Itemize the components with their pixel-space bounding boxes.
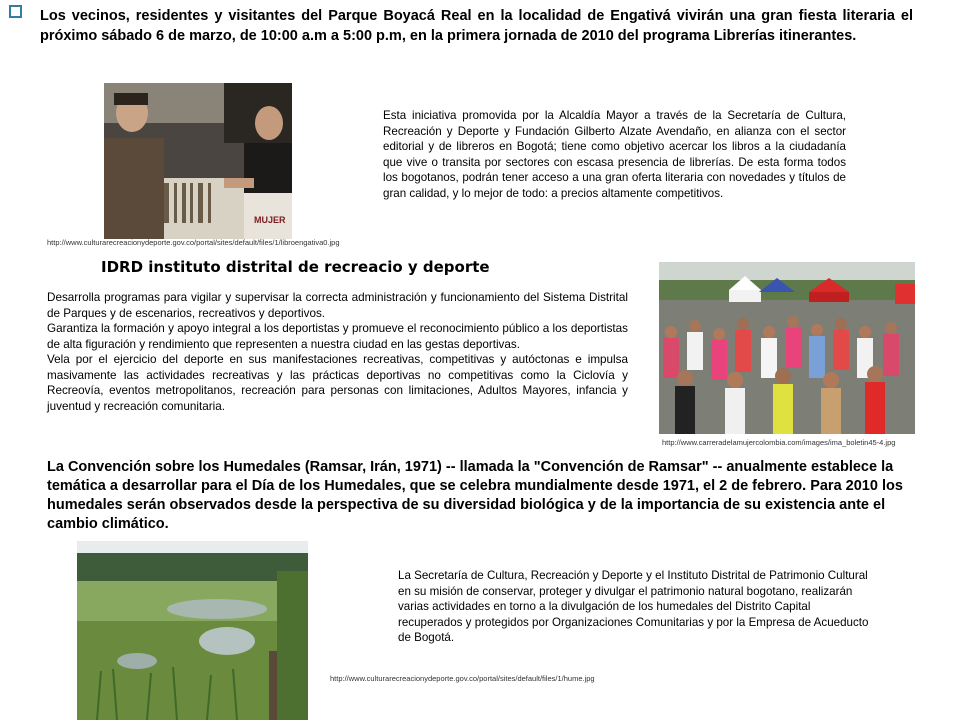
books-photo (104, 83, 292, 239)
intro-paragraph: Los vecinos, residentes y visitantes del Parque Boyacá Real en la localidad de Engativá vivirán una gran fiesta literaria el próximo sábado 6 de marzo, de 10:00 a.m a 5:00 p.m, en la primera jornada de 2010 del programa Librerías itinerantes. (40, 8, 913, 44)
slide-bullet-icon (9, 5, 22, 18)
idrd-body (47, 290, 628, 414)
race-photo-caption[interactable]: http://www.carreradelamujercolombia.com/images/ima_boletin45-4.jpg (662, 438, 896, 447)
idrd-paragraph: Desarrolla programas para vigilar y supervisar la correcta administración y funcionamiento del Sistema Distrital de Parques y de escenarios, recreativos y deportivos. (47, 291, 628, 320)
wetland-photo (77, 541, 308, 720)
idrd-paragraph: Garantiza la formación y apoyo integral a los deportistas y promueve el reconocimiento público a los deportistas de alta figuración y rendimiento que representen a nuestra ciudad en las gestas deportivas. (47, 322, 628, 351)
race-photo (659, 262, 915, 434)
books-photo-label: MUJER (254, 215, 286, 225)
ramsar-paragraph: La Convención sobre los Humedales (Ramsar, Irán, 1971) -- llamada la "Convención de Ramsar" -- anualmente establece la temática a desarrollar para el Día de los Humedales, que se celebra mundialmente desde 1971, el 2 de febrero. Para 2010 los humedales serán observados desde la perspectiva de su diversidad biológica y de la importancia de su existencia ante el cambio climático. (47, 459, 903, 532)
idrd-paragraph: Vela por el ejercicio del deporte en sus manifestaciones recreativas, competitivas y autóctonas e impulsa masivamente las actividades recreativas y las prácticas deportivas no competitivas como la Ciclovía y Recreovía, eventos metropolitanos, recreación para personas con limitaciones, Adultos Mayores, infancia y juventud y recreación comunitaria. (47, 353, 628, 413)
idrd-title: IDRD instituto distrital de recreacio y deporte (101, 258, 490, 276)
books-photo-caption[interactable]: http://www.culturarecreacionydeporte.gov.co/portal/sites/default/files/1/libroengativa0.jpg (47, 238, 340, 247)
wetland-photo-caption[interactable]: http://www.culturarecreacionydeporte.gov.co/portal/sites/default/files/1/hume.jpg (330, 674, 595, 683)
books-paragraph: Esta iniciativa promovida por la Alcaldía Mayor a través de la Secretaría de Cultura, Recreación y Deporte y Fundación Gilberto Alzate Avendaño, en alianza con el sector editorial y de libreros en Bogotá; tiene como objetivo acercar los libros a la ciudadanía que vive o transita por sectores con escasa presencia de librerías. De esta forma todos los bogotanos, podrán tener acceso a una gran oferta literaria con novedades y títulos de gran calidad, y lo mejor de todo: a precios altamente competitivos. (383, 109, 846, 200)
wetland-paragraph: La Secretaría de Cultura, Recreación y Deporte y el Instituto Distrital de Patrimonio Cultural en su misión de conservar, proteger y divulgar el patrimonio natural bogotano, realizarán varias actividades en torno a la divulgación de los humedales del Distrito Capital recuperados y protegidos por Organizaciones Comunitarias y por la Empresa de Acueducto de Bogotá. (398, 569, 869, 645)
